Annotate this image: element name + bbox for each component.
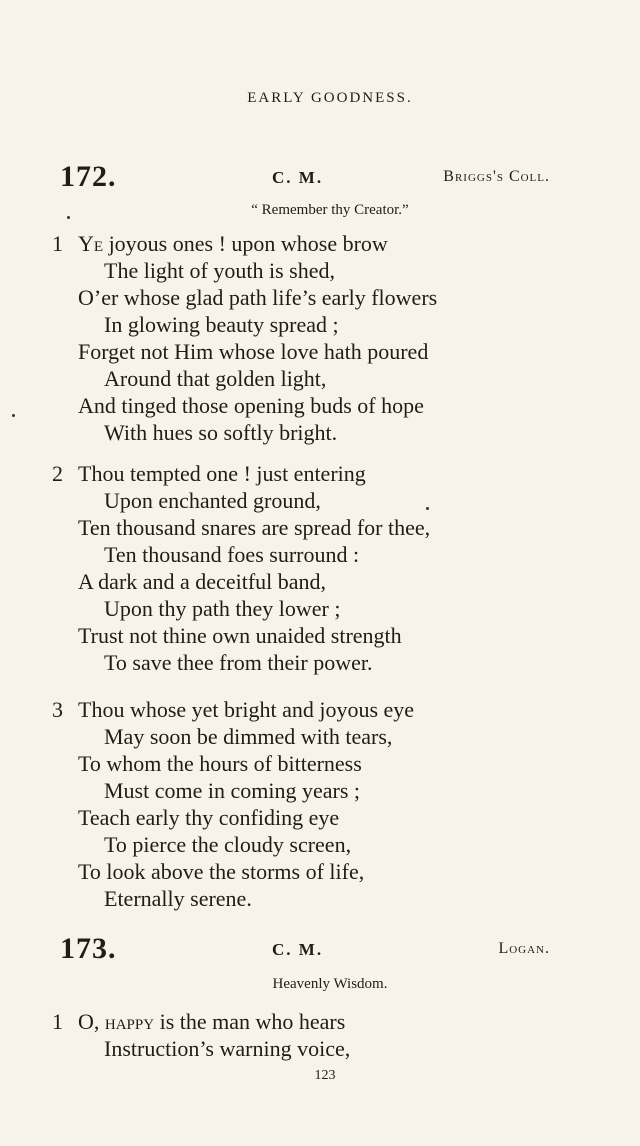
stanza-1 bbox=[52, 1008, 592, 1062]
hymn-tune: Briggs's Coll. bbox=[443, 168, 550, 185]
verse-text: is the man who hears bbox=[154, 1009, 346, 1034]
hymn-number: 172. bbox=[60, 160, 117, 193]
verse-line: May soon be dimmed with tears, bbox=[104, 724, 393, 749]
verse-line: Teach early thy confiding eye bbox=[78, 805, 340, 830]
page-number: 123 bbox=[314, 1068, 336, 1083]
verse-line: Ten thousand foes surround : bbox=[104, 542, 360, 567]
verse-line bbox=[52, 1008, 592, 1035]
verse-line bbox=[52, 696, 592, 723]
stanza-number: 1 bbox=[52, 1009, 63, 1034]
verse-line: To whom the hours of bitterness bbox=[78, 751, 362, 776]
hymn-subtitle: “ Remember thy Creator.” bbox=[251, 202, 409, 218]
stanza-number: 3 bbox=[52, 697, 63, 722]
verse-line: Upon thy path they lower ; bbox=[104, 596, 341, 621]
hymn-meter: C. M. bbox=[272, 168, 324, 187]
hymn-header-172 bbox=[60, 160, 550, 196]
hymn-number: 173. bbox=[60, 932, 117, 965]
verse-lead-word: O, happy bbox=[78, 1009, 155, 1034]
stanza-2 bbox=[52, 460, 592, 676]
verse-text: joyous ones ! upon whose brow bbox=[103, 231, 388, 256]
ink-speck bbox=[12, 414, 15, 417]
verse-line: A dark and a deceitful band, bbox=[78, 569, 327, 594]
ink-speck bbox=[426, 507, 429, 510]
hymn-subtitle: Heavenly Wisdom. bbox=[272, 976, 388, 992]
verse-line: Eternally serene. bbox=[104, 886, 252, 911]
verse-line: Ten thousand snares are spread for thee, bbox=[78, 515, 431, 540]
verse-line: To look above the storms of life, bbox=[78, 859, 365, 884]
verse-text: Thou tempted one ! just entering bbox=[78, 461, 366, 486]
verse-line: To save thee from their power. bbox=[104, 650, 373, 675]
hymn-meter: C. M. bbox=[272, 940, 324, 959]
hymn-header-173 bbox=[60, 932, 550, 968]
verse-line: Instruction’s warning voice, bbox=[104, 1036, 351, 1061]
verse-line: With hues so softly bright. bbox=[104, 420, 338, 445]
verse-line: Trust not thine own unaided strength bbox=[78, 623, 402, 648]
stanza-3 bbox=[52, 696, 592, 912]
verse-line: Must come in coming years ; bbox=[104, 778, 361, 803]
verse-line: In glowing beauty spread ; bbox=[104, 312, 339, 337]
verse-line bbox=[52, 460, 592, 487]
verse-line: The light of youth is shed, bbox=[104, 258, 335, 283]
stanza-number: 1 bbox=[52, 231, 63, 256]
verse-line bbox=[52, 230, 592, 257]
verse-line: O’er whose glad path life’s early flowers bbox=[78, 285, 438, 310]
verse-line: To pierce the cloudy screen, bbox=[104, 832, 352, 857]
ink-speck bbox=[67, 216, 70, 219]
verse-line: Forget not Him whose love hath poured bbox=[78, 339, 429, 364]
hymn-tune: Logan. bbox=[498, 940, 550, 957]
stanza-1 bbox=[52, 230, 592, 446]
verse-text: Thou whose yet bright and joyous eye bbox=[78, 697, 415, 722]
verse-line: And tinged those opening buds of hope bbox=[78, 393, 424, 418]
verse-line: Upon enchanted ground, bbox=[104, 488, 321, 513]
stanza-number: 2 bbox=[52, 461, 63, 486]
verse-lead-word: Ye bbox=[78, 231, 104, 256]
verse-line: Around that golden light, bbox=[104, 366, 327, 391]
running-head: EARLY GOODNESS. bbox=[247, 90, 413, 106]
